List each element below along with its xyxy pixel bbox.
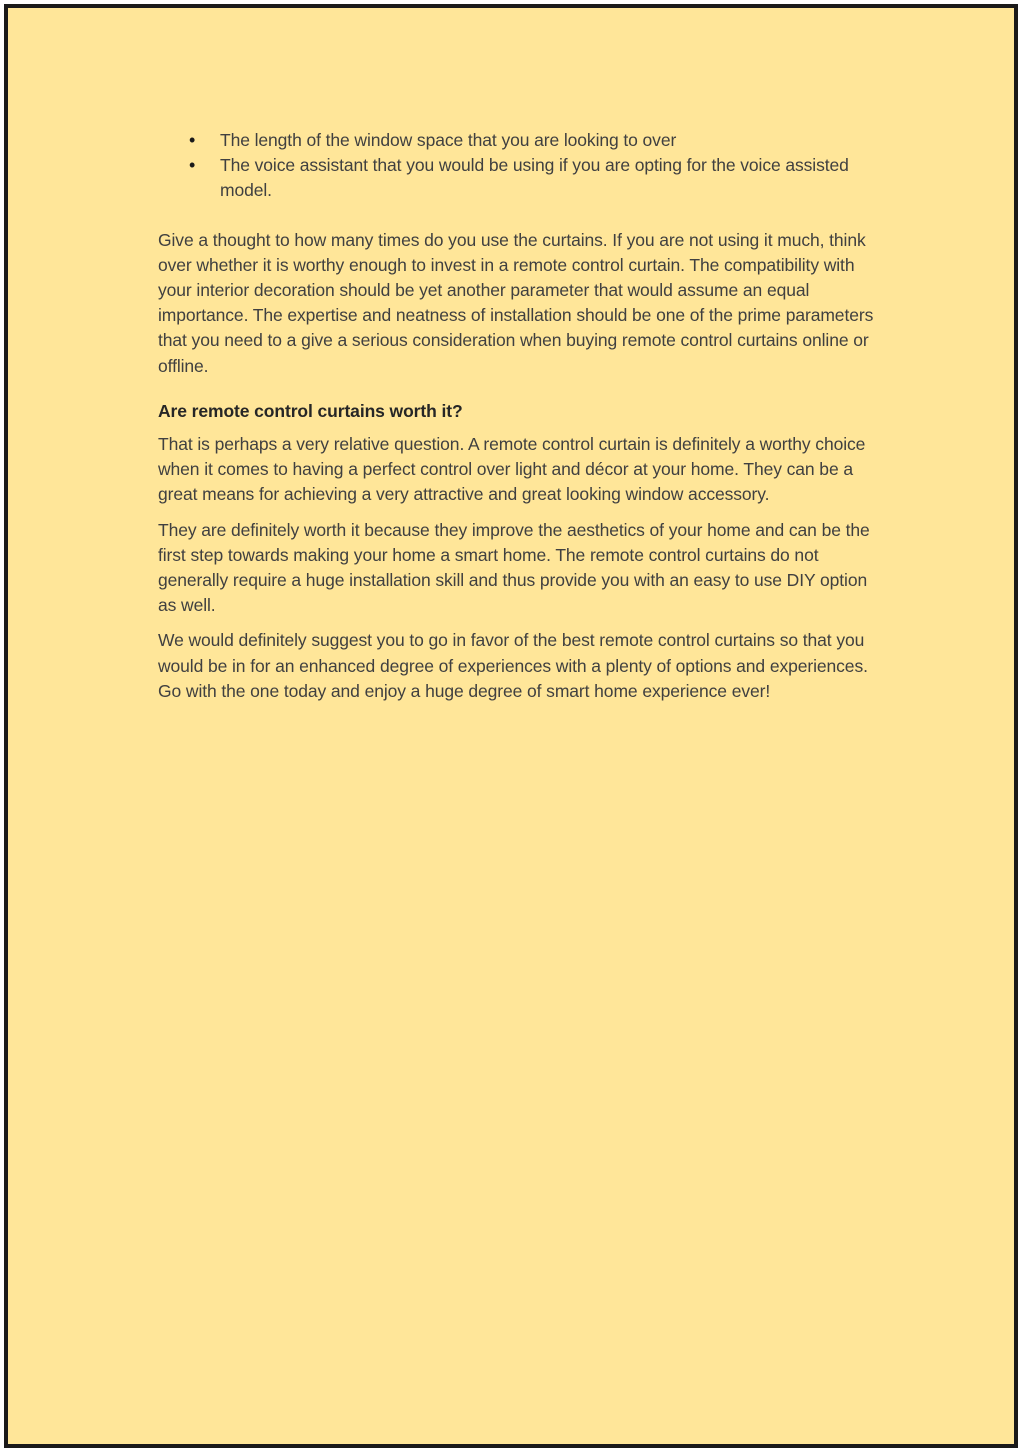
bullet-icon: • [189, 130, 196, 150]
intro-paragraph: Give a thought to how many times do you use the curtains. If you are not using it much, think over whether it is worthy enough to invest in a remote control curtain. The compatibility with your interior decoration should be yet another parameter that would assume an equal importance. The expertise and neatness of installation should be one of the prime parameters that you need to a give a serious consideration when buying remote control curtains online or offline. [158, 229, 874, 376]
bullet-icon: • [189, 155, 196, 176]
bullet-list [158, 128, 878, 204]
section-paragraph: That is perhaps a very relative question. A remote control curtain is definitely a worthy choice when it comes to having a perfect control over light and décor at your home. They can be a great means for achieving a very attractive and great looking window accessory. [158, 434, 866, 505]
list-item [158, 153, 878, 203]
section-heading: Are remote control curtains worth it? [158, 400, 463, 421]
section-paragraph: They are definitely worth it because they improve the aesthetics of your home and can be the first step towards making your home a smart home. The remote control curtains do not generally require a huge installation skill and thus provide you with an easy to use DIY option as well. [158, 519, 870, 616]
document-page [4, 4, 1018, 1448]
document-content [158, 128, 878, 714]
bullet-text: The voice assistant that you would be using if you are opting for the voice assisted model. [220, 155, 849, 201]
list-item [158, 128, 878, 153]
section-paragraph: We would definitely suggest you to go in favor of the best remote control curtains so that you would be in for an enhanced degree of experiences with a plenty of options and experiences. Go with the one today and enjoy a huge degree of smart home experience ever! [158, 630, 868, 701]
bullet-text: The length of the window space that you are looking to over [220, 130, 677, 150]
